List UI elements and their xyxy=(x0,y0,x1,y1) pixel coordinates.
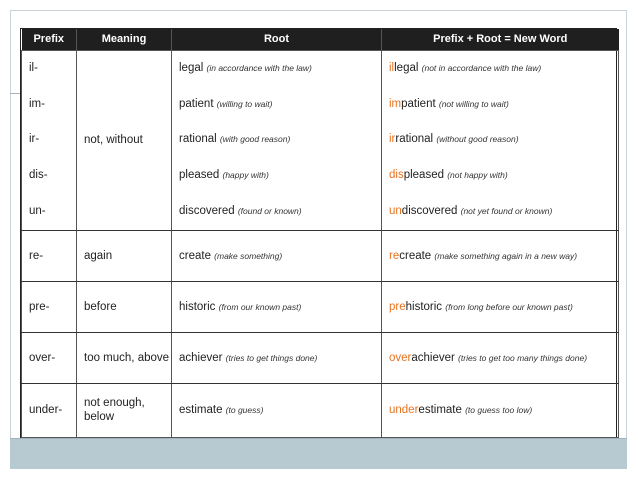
prefix-cell xyxy=(22,50,77,230)
root-note: (found or known) xyxy=(237,206,302,217)
root-note: (happy with) xyxy=(222,170,269,181)
header-prefix: Prefix xyxy=(22,29,77,50)
root-line xyxy=(179,159,381,192)
root-line xyxy=(179,88,381,121)
prefix-cell: pre- xyxy=(22,281,77,332)
new-word-line xyxy=(389,88,618,121)
root-word: patient xyxy=(179,97,214,110)
header-root: Root xyxy=(172,29,382,50)
prefix-cell: re- xyxy=(22,230,77,281)
header-row xyxy=(22,29,619,50)
root-line xyxy=(179,52,381,85)
meaning-cell: not, without xyxy=(77,50,172,230)
root-cell xyxy=(172,50,382,230)
new-word-root: achiever xyxy=(411,351,455,364)
root-word: pleased xyxy=(179,169,220,182)
new-word-cell xyxy=(382,230,619,281)
root-note: (from our known past) xyxy=(218,301,302,312)
header-new-word: Prefix + Root = New Word xyxy=(382,29,619,50)
new-word-prefix: il xyxy=(389,61,395,74)
root-line xyxy=(179,123,381,156)
meaning-line: below xyxy=(84,411,115,423)
new-word-cell xyxy=(382,332,619,383)
new-word-line xyxy=(389,195,618,228)
table-row xyxy=(22,230,619,281)
prefix-cell: over- xyxy=(22,332,77,383)
new-word-note: (not in accordance with the law) xyxy=(421,62,542,73)
prefix-cell: under- xyxy=(22,383,77,437)
new-word-note: (not happy with) xyxy=(447,170,508,181)
root-word: discovered xyxy=(179,205,235,218)
new-word-root: estimate xyxy=(418,404,462,416)
new-word-note: (without good reason) xyxy=(436,134,519,145)
new-word-root: rational xyxy=(395,133,434,146)
new-word-root: historic xyxy=(405,300,443,313)
new-word-note: (to guess too low) xyxy=(465,405,533,415)
root-cell xyxy=(172,332,382,383)
table-row xyxy=(22,332,619,383)
new-word-prefix: over xyxy=(389,351,412,364)
root-word: legal xyxy=(179,61,204,74)
root-word: achiever xyxy=(179,351,223,364)
new-word-prefix: dis xyxy=(389,169,404,182)
meaning-cell: too much, above xyxy=(77,332,172,383)
header-meaning: Meaning xyxy=(77,29,172,50)
root-word: historic xyxy=(179,300,216,313)
new-word-note: (not yet found or known) xyxy=(460,206,553,217)
new-word-note: (not willing to wait) xyxy=(438,98,509,109)
root-note: (willing to wait) xyxy=(216,98,273,109)
new-word-line xyxy=(389,159,618,192)
new-word-cell xyxy=(382,383,619,437)
root-word: rational xyxy=(179,133,217,146)
root-note: (in accordance with the law) xyxy=(206,62,312,73)
new-word-root: create xyxy=(399,249,432,262)
root-cell xyxy=(172,281,382,332)
new-word-cell xyxy=(382,50,619,230)
prefix-text: im- xyxy=(29,97,45,110)
new-word-prefix: pre xyxy=(389,300,406,313)
new-word-prefix: re xyxy=(389,249,400,262)
new-word-root: legal xyxy=(394,61,419,74)
new-word-line xyxy=(389,123,618,156)
root-word: estimate xyxy=(179,404,223,416)
new-word-root: patient xyxy=(401,97,436,110)
root-word: create xyxy=(179,249,211,262)
new-word-prefix: under xyxy=(389,404,419,416)
new-word-prefix: ir xyxy=(389,133,396,146)
new-word-note: (make something again in a new way) xyxy=(434,250,578,261)
table-row xyxy=(22,383,619,437)
prefix-text: dis- xyxy=(29,169,48,182)
root-note: (with good reason) xyxy=(219,134,291,145)
meaning-cell: again xyxy=(77,230,172,281)
table-row xyxy=(22,281,619,332)
prefix-text: un- xyxy=(29,205,46,218)
root-note: (tries to get things done) xyxy=(225,352,318,363)
root-note: (make something) xyxy=(214,250,283,261)
new-word-note: (tries to get too many things done) xyxy=(458,352,588,363)
prefix-text: il- xyxy=(29,61,38,74)
new-word-line xyxy=(389,52,618,85)
prefix-text: ir- xyxy=(29,133,40,146)
root-cell xyxy=(172,383,382,437)
table-row xyxy=(22,50,619,230)
meaning-cell xyxy=(77,383,172,437)
new-word-prefix: un xyxy=(389,205,402,218)
new-word-cell xyxy=(382,281,619,332)
meaning-line: not enough, xyxy=(84,397,145,409)
prefix-table-wrapper xyxy=(20,28,617,438)
root-note: (to guess) xyxy=(225,405,264,415)
new-word-note: (from long before our known past) xyxy=(445,301,573,312)
meaning-cell: before xyxy=(77,281,172,332)
new-word-root: discovered xyxy=(401,205,458,218)
new-word-prefix: im xyxy=(389,97,402,110)
root-cell xyxy=(172,230,382,281)
new-word-root: pleased xyxy=(403,169,444,182)
prefix-table xyxy=(21,29,619,438)
root-line xyxy=(179,195,381,228)
footer-band xyxy=(10,438,627,469)
